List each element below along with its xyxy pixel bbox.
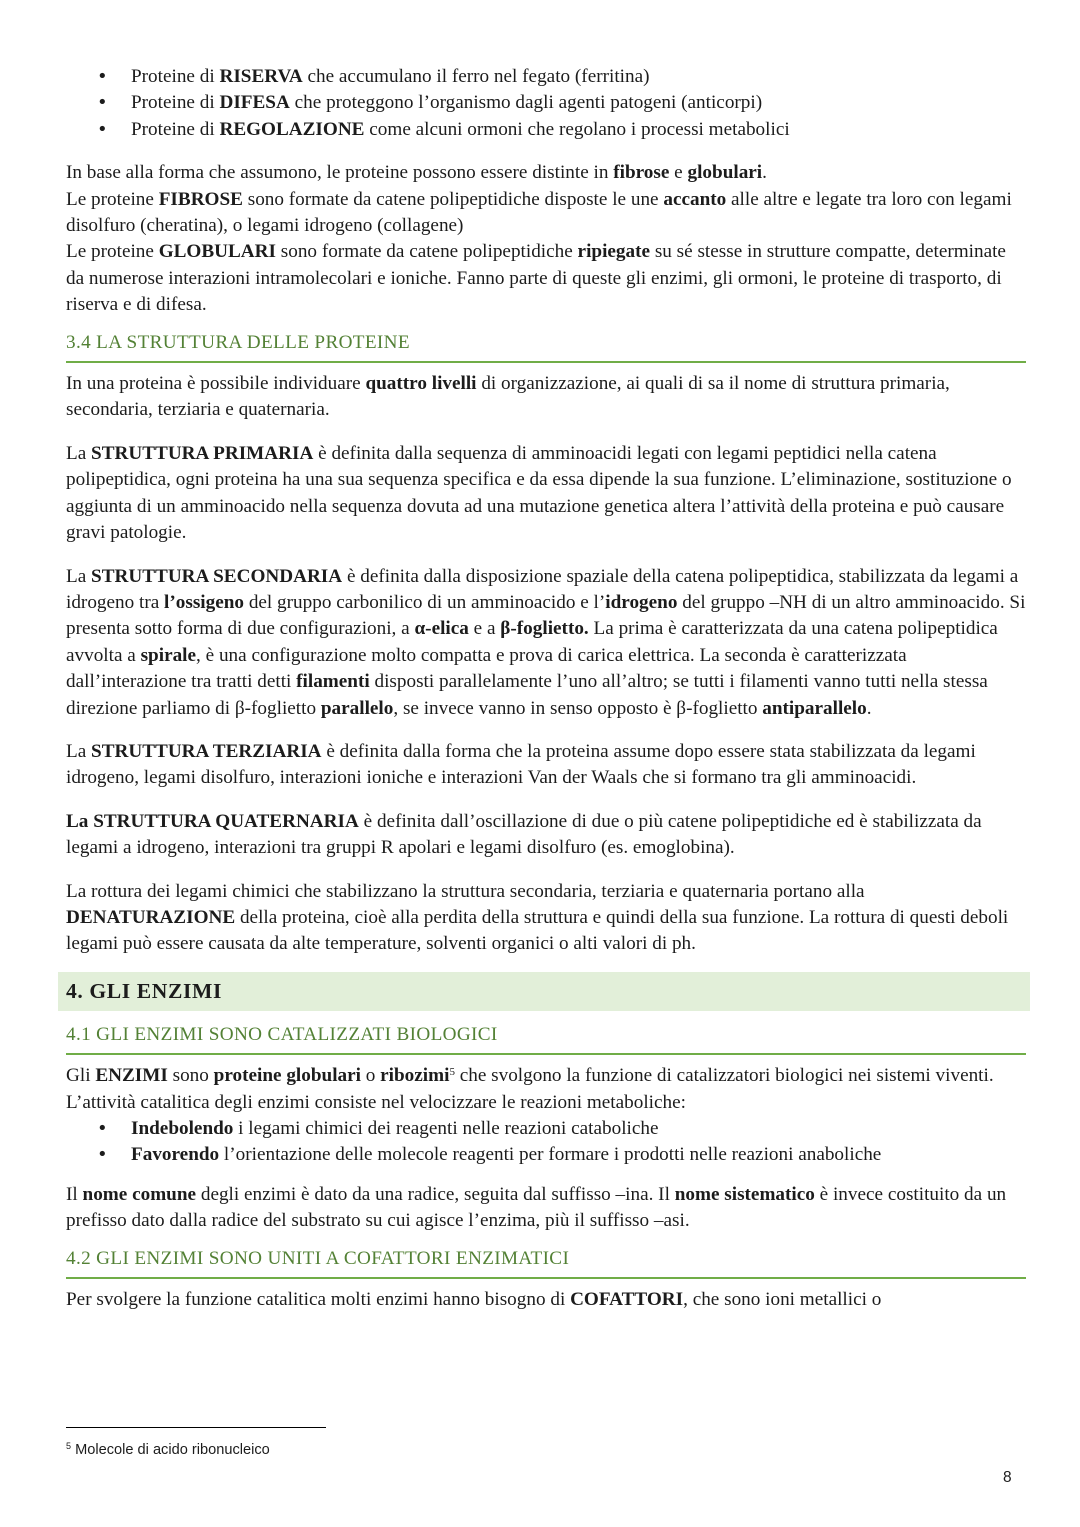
footnote-separator: [66, 1427, 326, 1428]
fibrous-proteins-paragraph: Le proteine FIBROSE sono formate da catene polipeptidiche disposte le une accanto alle altre e legate tra loro con legami disolfuro (cheratina), o legami idrogeno (collagene): [66, 188, 1012, 237]
chapter-heading-4: 4. GLI ENZIMI: [58, 972, 1030, 1011]
section-heading-3-4: 3.4 LA STRUTTURA DELLE PROTEINE: [66, 330, 1026, 363]
globular-proteins-paragraph: Le proteine GLOBULARI sono formate da catene polipeptidiche ripiegate su sé stesse in strutture compatte, determinate da numerose interazioni intramolecolari e ioniche. Fanno parte di queste gli enzimi, gli ormoni, le proteine di trasporto, di riserva e di difesa.: [66, 241, 1006, 316]
footnote-number: 5: [66, 1441, 72, 1451]
protein-shape-paragraph: In base alla forma che assumono, le proteine possono essere distinte in fibrose e globulari.: [66, 162, 767, 184]
list-item: • Proteine di RISERVA che accumulano il ferro nel fegato (ferritina): [66, 64, 1026, 90]
list-item: • Proteine di DIFESA che proteggono l’organismo dagli agenti patogeni (anticorpi): [66, 90, 1026, 116]
footnote-text: Molecole di acido ribonucleico: [71, 1442, 270, 1458]
footnote-reference: 5: [449, 1066, 455, 1079]
list-item: • Favorendo l’orientazione delle molecole reagenti per formare i prodotti nelle reazioni anaboliche: [66, 1142, 1026, 1168]
levels-paragraph: In una proteina è possibile individuare quattro livelli di organizzazione, ai quali di sa il nome di struttura primaria, secondaria, terziaria e quaternaria.: [66, 373, 950, 421]
page-content: [66, 64, 1026, 1313]
cofactors-paragraph: Per svolgere la funzione catalitica molti enzimi hanno bisogno di COFATTORI, che sono ioni metallici o: [66, 1289, 882, 1311]
secondary-structure-paragraph: La STRUTTURA SECONDARIA è definita dalla disposizione spaziale della catena polipeptidica, stabilizzata da legami a idrogeno tra l’ossigeno del gruppo carbonilico di un amminoacido e l’idrogeno del gruppo –NH di un altro amminoacido. Si presenta sotto forma di due configurazioni, a α-elica e a β-foglietto. La prima è caratterizzata da una catena polipeptidica avvolta a spirale, è una configurazione molto compatta e prova di carica elettrica. La seconda è caratterizzata dall’interazione tra tratti detti filamenti disposti parallelamente l’uno all’altro; se tutti i filamenti vanno tutti nella stessa direzione parliamo di β-foglietto parallelo, se invece vanno in senso opposto è β-foglietto antiparallelo.: [66, 565, 1026, 719]
quaternary-structure-paragraph: La STRUTTURA QUATERNARIA è definita dall’oscillazione di due o più catene polipeptidiche ed è stabilizzata da legami a idrogeno, interazioni tra gruppi R apolari e legami disolfuro (es. emoglobina).: [66, 810, 982, 859]
primary-structure-paragraph: La STRUTTURA PRIMARIA è definita dalla sequenza di amminoacidi legati con legami peptidici nella catena polipeptidica, ogni proteina ha una sua sequenza specifica e da essa dipende la sua funzione. L’eliminazione, sostituzione o aggiunta di un amminoacido nella sequenza dovuta ad una mutazione genetica altera l’attività della proteina e può causare gravi patologie.: [66, 442, 1012, 544]
denaturation-paragraph: La rottura dei legami chimici che stabilizzano la struttura secondaria, terziaria e quaternaria portano alla DENATURAZIONE della proteina, cioè alla perdita della struttura e quindi della sua funzione. La rottura di questi deboli legami può essere causata da alte temperature, solventi organici o alti valori di ph.: [66, 880, 1009, 955]
list-item: • Proteine di REGOLAZIONE come alcuni ormoni che regolano i processi metabolici: [66, 117, 1026, 143]
enzymes-intro-paragraph: Gli ENZIMI sono proteine globulari o ribozimi$^5$ che svolgono la funzione di catalizzatori biologici nei sistemi viventi. L’attività catalitica degli enzimi consiste nel velocizzare le reazioni metaboliche:: [66, 1065, 994, 1113]
tertiary-structure-paragraph: La STRUTTURA TERZIARIA è definita dalla forma che la proteina assume dopo essere stata stabilizzata da legami idrogeno, legami disolfuro, interazioni ioniche e interazioni Van der Waals che si formano tra gli amminoacidi.: [66, 740, 976, 789]
enzyme-naming-paragraph: Il nome comune degli enzimi è dato da una radice, seguita dal suffisso –ina. Il nome sistematico è invece costituito da un prefisso dato dalla radice del substrato su cui agisce l’enzima, più il suffisso –asi.: [66, 1183, 1007, 1232]
section-heading-4-1: 4.1 GLI ENZIMI SONO CATALIZZATI BIOLOGICI: [66, 1022, 1026, 1055]
protein-function-list: [66, 64, 1026, 143]
section-heading-4-2: 4.2 GLI ENZIMI SONO UNITI A COFATTORI ENZIMATICI: [66, 1246, 1026, 1279]
list-item: • Indebolendo i legami chimici dei reagenti nelle reazioni cataboliche: [66, 1116, 1026, 1142]
enzyme-action-list: [66, 1116, 1026, 1169]
page-number: 8: [1003, 1469, 1012, 1486]
footnote: [66, 1440, 270, 1460]
